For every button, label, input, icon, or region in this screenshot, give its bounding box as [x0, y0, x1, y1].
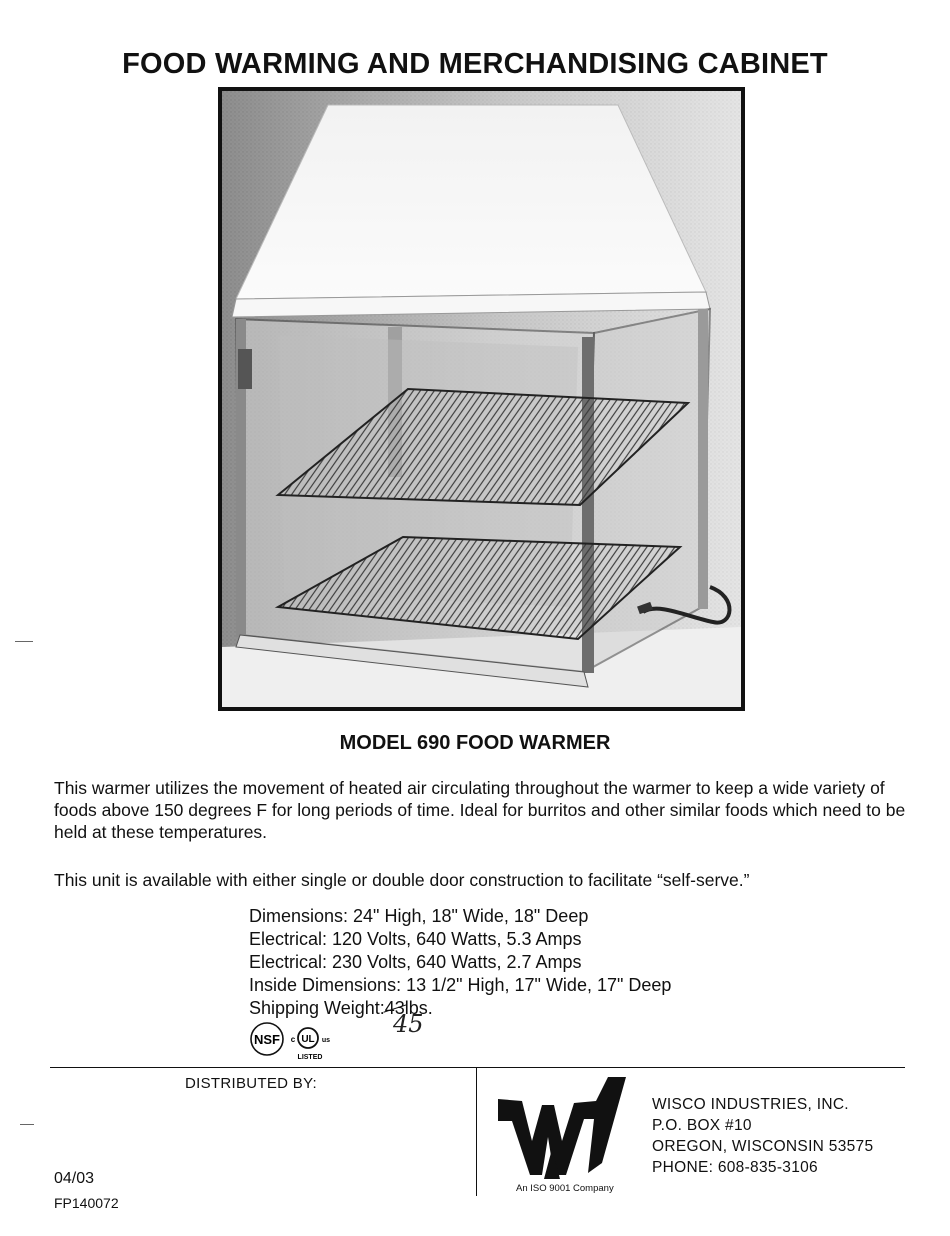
- specifications-list: [249, 905, 671, 1020]
- company-city: OREGON, WISCONSIN 53575: [652, 1138, 874, 1155]
- svg-text:UL: UL: [301, 1034, 315, 1045]
- company-po-box: P.O. BOX #10: [652, 1117, 752, 1134]
- svg-text:us: us: [321, 1037, 331, 1044]
- svg-text:LISTED: LISTED: [297, 1054, 323, 1061]
- document-number: FP140072: [54, 1195, 119, 1211]
- wisco-logo-icon: [498, 1075, 628, 1185]
- spec-inside-dimensions: Inside Dimensions: 13 1/2" High, 17" Wide, 17" Deep: [249, 975, 672, 995]
- nsf-icon: [251, 1023, 283, 1055]
- distributed-by-label: DISTRIBUTED BY:: [185, 1075, 318, 1092]
- iso-tagline: An ISO 9001 Company: [516, 1183, 614, 1194]
- model-title: MODEL 690 FOOD WARMER: [339, 732, 611, 754]
- availability-paragraph: This unit is available with either single or double door construction to facilitate “self-serve.”: [54, 870, 750, 890]
- description-paragraph: This warmer utilizes the movement of heated air circulating throughout the warmer to keep a wide variety of foods above 150 degrees F for long periods of time. Ideal for burritos and other similar foods which need to be held at these temperatures.: [54, 778, 906, 842]
- company-name: WISCO INDUSTRIES, INC.: [652, 1096, 849, 1113]
- spec-electrical-230: Electrical: 230 Volts, 640 Watts, 2.7 Amps: [249, 952, 582, 972]
- spec-shipping-weight: [249, 997, 671, 1020]
- page-title: FOOD WARMING AND MERCHANDISING CABINET: [122, 48, 828, 80]
- shipping-weight-struck: 43: [384, 998, 405, 1018]
- footer-divider: [50, 1067, 905, 1068]
- svg-text:c: c: [290, 1035, 296, 1044]
- margin-tick: [20, 1124, 34, 1125]
- food-warmer-cabinet-photo: [218, 87, 745, 711]
- ul-listed-icon: [291, 1028, 330, 1061]
- spec-electrical-120: Electrical: 120 Volts, 640 Watts, 5.3 Amps: [249, 929, 582, 949]
- handwritten-weight-correction: 45: [393, 1010, 424, 1038]
- footer-vertical-divider: [476, 1068, 477, 1196]
- certification-marks: [248, 1022, 338, 1064]
- company-address: [652, 1094, 873, 1178]
- company-phone: PHONE: 608-835-3106: [652, 1159, 818, 1176]
- shipping-weight-unit: lbs.: [404, 998, 433, 1018]
- svg-text:NSF: NSF: [254, 1032, 280, 1047]
- margin-tick: [15, 641, 33, 642]
- spec-dimensions: Dimensions: 24" High, 18" Wide, 18" Deep: [249, 906, 589, 926]
- shipping-weight-label: Shipping Weight:: [249, 998, 385, 1018]
- document-date: 04/03: [54, 1170, 95, 1187]
